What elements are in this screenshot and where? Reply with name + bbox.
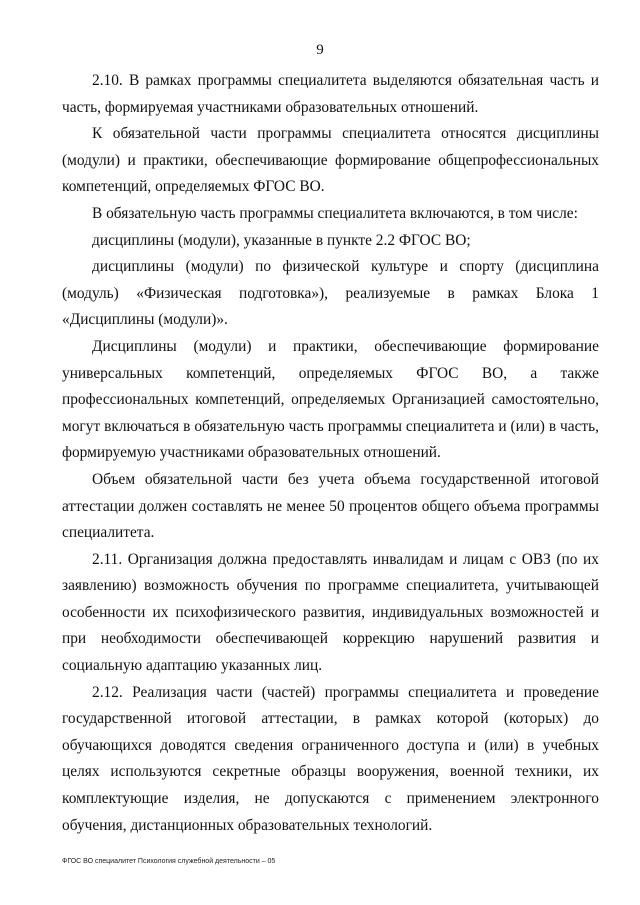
paragraph-includes: В обязательную часть программы специалитета включаются, в том числе:	[92, 204, 578, 222]
paragraph-disciplines-2-2: дисциплины (модули), указанные в пункте 2.2 ФГОС ВО;	[92, 231, 471, 249]
paragraph-2-10: 2.10. В рамках программы специалитета выделяются обязательная часть и часть, формируемая участниками образовательных отношений.	[62, 72, 599, 116]
paragraph-mandatory-part: К обязательной части программы специалитета относятся дисциплины (модули) и практики, обеспечивающие формирование общепрофессиональных компетенций, определяемых ФГОС ВО.	[62, 125, 599, 196]
paragraph-physical-culture: дисциплины (модули) по физической культуре и спорту (дисциплина (модуль) «Физическая подготовка»), реализуемые в рамках Блока 1 «Дисциплины (модули)».	[62, 258, 599, 329]
paragraph-2-11: 2.11. Организация должна предоставлять инвалидам и лицам с ОВЗ (по их заявлению) возможность обучения по программе специалитета, учитывающей особенности их психофизического развития, индивидуальных возможностей и при необходимости обеспечивающей коррекцию нарушений развития и социальную адаптацию указанных лиц.	[62, 550, 599, 675]
page-number: 9	[316, 42, 324, 58]
paragraph-2-12: 2.12. Реализация части (частей) программы специалитета и проведение государственной итоговой аттестации, в рамках которой (которых) до обучающихся доводятся сведения ограниченного доступа и (или) в учебных целях используются секретные образцы вооружения, военной техники, их комплектующие изделия, не допускаются с применением электронного обучения, дистанционных образовательных технологий.	[62, 683, 599, 834]
paragraph-universal-competencies: Дисциплины (модули) и практики, обеспечивающие формирование универсальных компетенций, определяемых ФГОС ВО, а также профессиональных компетенций, определяемых Организацией самостоятельно, могут включаться в обязательную часть программы специалитета и (или) в часть, формируемую участниками образовательных отношений.	[62, 337, 599, 462]
document-body	[62, 68, 599, 839]
page-footer: ФГОС ВО специалитет Психология служебной деятельности – 05	[62, 858, 276, 865]
paragraph-volume: Объем обязательной части без учета объема государственной итоговой аттестации должен составлять не менее 50 процентов общего объема программы специалитета.	[62, 470, 599, 542]
